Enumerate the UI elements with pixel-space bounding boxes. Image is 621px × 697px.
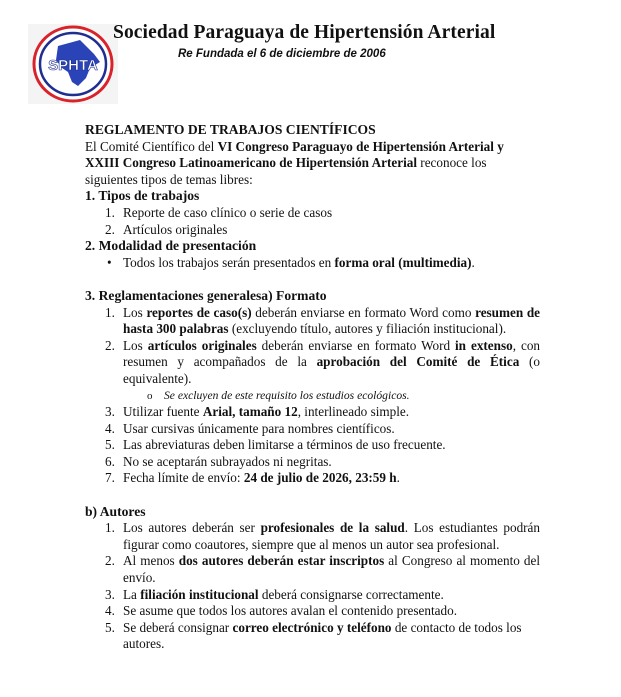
list-number: 4.: [105, 420, 115, 436]
section-heading: 2. Modalidad de presentación: [85, 238, 257, 254]
deadline-date: 24 de julio de 2026, 23:59 h: [243, 470, 397, 486]
list-item: [85, 437, 540, 454]
list-item: [85, 222, 540, 239]
list-item: [85, 553, 540, 586]
organization-subtitle: Re Fundada el 6 de diciembre de 2006: [178, 48, 386, 60]
list-number: 4.: [105, 603, 115, 619]
list-item: [85, 421, 540, 438]
list-text: deberá consignarse correctamente.: [258, 586, 444, 602]
list-item: [85, 454, 540, 471]
list-text-bold: resumen de hasta 300 palabras: [123, 304, 541, 337]
intro-text-end: reconoce los siguientes tipos de temas libres:: [85, 155, 487, 187]
intro-text: El Comité Científico del: [85, 138, 218, 154]
list-text: deberán enviarse en formato Word como: [251, 304, 476, 320]
list-text: .: [396, 470, 400, 486]
list-number: 6.: [105, 453, 115, 469]
logo-text: SPHTA: [48, 57, 98, 74]
list-text: al Congreso al momento del envío.: [123, 553, 540, 586]
list-text: Reporte de caso clínico o serie de casos: [123, 204, 333, 220]
list-text: deberán enviarse en formato Word: [256, 337, 456, 353]
list-item: [85, 255, 540, 272]
list-text: No se aceptarán subrayados ni negritas.: [123, 453, 332, 469]
list-number: 1.: [105, 304, 115, 320]
list-text-bold: Arial, tamaño 12: [202, 404, 298, 420]
congress-name: VI Congreso Paraguayo de Hipertensión Arterial y XXIII Congreso Latinoamericano de Hipertensión Arterial: [85, 138, 504, 171]
list-text-bold: aprobación del Comité de Ética: [316, 354, 520, 370]
list-number: 5.: [105, 619, 115, 635]
list-item: [85, 520, 540, 553]
section-heading: 1. Tipos de trabajos: [85, 188, 200, 204]
list-number: 2.: [105, 337, 115, 353]
list-text-bold: in extenso: [455, 337, 513, 353]
list-text: Al menos: [123, 553, 179, 569]
list-text: de contacto de todos los autores.: [123, 619, 522, 652]
list-text: Los: [123, 304, 147, 320]
list-number: 2.: [105, 553, 115, 569]
list-item: [85, 205, 540, 222]
list-text-bold: profesionales de la salud: [260, 520, 405, 536]
section-heading: 3. Reglamentaciones generalesa) Formato: [85, 287, 327, 303]
list-item: [85, 305, 540, 338]
list-number: 3.: [105, 586, 115, 602]
list-text: (excluyendo título, autores y filiación institucional).: [228, 321, 507, 337]
list-text: . Los estudiantes podrán figurar como coautores, siempre que al menos un autor sea profesional.: [123, 520, 540, 552]
list-number: 3.: [105, 404, 115, 420]
list-text: La: [123, 586, 141, 602]
list-text: Los: [123, 337, 148, 353]
list-text: Las abreviaturas deben limitarse a términos de uso frecuente.: [123, 437, 446, 453]
list-item: [85, 338, 540, 388]
sphta-logo: [28, 24, 118, 104]
list-text: Se asume que todos los autores avalan el contenido presentado.: [123, 603, 457, 619]
sub-list-item: [85, 388, 540, 405]
list-item: [85, 470, 540, 487]
list-text-bold: dos autores deberán estar inscriptos: [178, 553, 385, 569]
list-text: Los autores deberán ser: [123, 520, 261, 536]
list-text: Se deberá consignar: [123, 619, 233, 635]
organization-name: Sociedad Paraguaya de Hipertensión Arterial: [113, 22, 496, 43]
list-text-bold: artículos originales: [147, 337, 257, 353]
list-number: 2.: [105, 221, 115, 237]
list-text: Utilizar fuente: [123, 404, 203, 420]
list-item: [85, 603, 540, 620]
list-text-bold: reportes de caso(s): [146, 304, 252, 320]
list-item: [85, 587, 540, 604]
section-heading: b) Autores: [85, 503, 146, 519]
list-text: Fecha límite de envío:: [123, 470, 244, 486]
list-text: Todos los trabajos serán presentados en: [123, 254, 335, 270]
list-text-bold: filiación institucional: [140, 586, 259, 602]
list-text: , con resumen y acompañados de la: [123, 337, 541, 370]
list-number: 1.: [105, 520, 115, 536]
list-item: [85, 404, 540, 421]
list-number: 5.: [105, 437, 115, 453]
list-text: (o equivalente).: [123, 354, 540, 386]
list-text: Se excluyen de este requisito los estudios ecológicos.: [164, 388, 410, 402]
list-item: [85, 620, 540, 653]
list-number: 7.: [105, 470, 115, 486]
document-body: [85, 122, 540, 653]
list-text: .: [471, 254, 475, 270]
list-text-bold: correo electrónico y teléfono: [232, 619, 392, 635]
circle-bullet-icon: o: [147, 389, 153, 402]
list-text-bold: forma oral (multimedia): [334, 254, 472, 270]
list-text: , interlineado simple.: [297, 404, 410, 420]
list-text: Artículos originales: [123, 221, 228, 237]
list-number: 1.: [105, 204, 115, 220]
bullet-icon: •: [107, 254, 112, 270]
intro-paragraph: [85, 139, 540, 189]
list-text: Usar cursivas únicamente para nombres científicos.: [123, 420, 395, 436]
document-title: REGLAMENTO DE TRABAJOS CIENTÍFICOS: [85, 122, 376, 137]
